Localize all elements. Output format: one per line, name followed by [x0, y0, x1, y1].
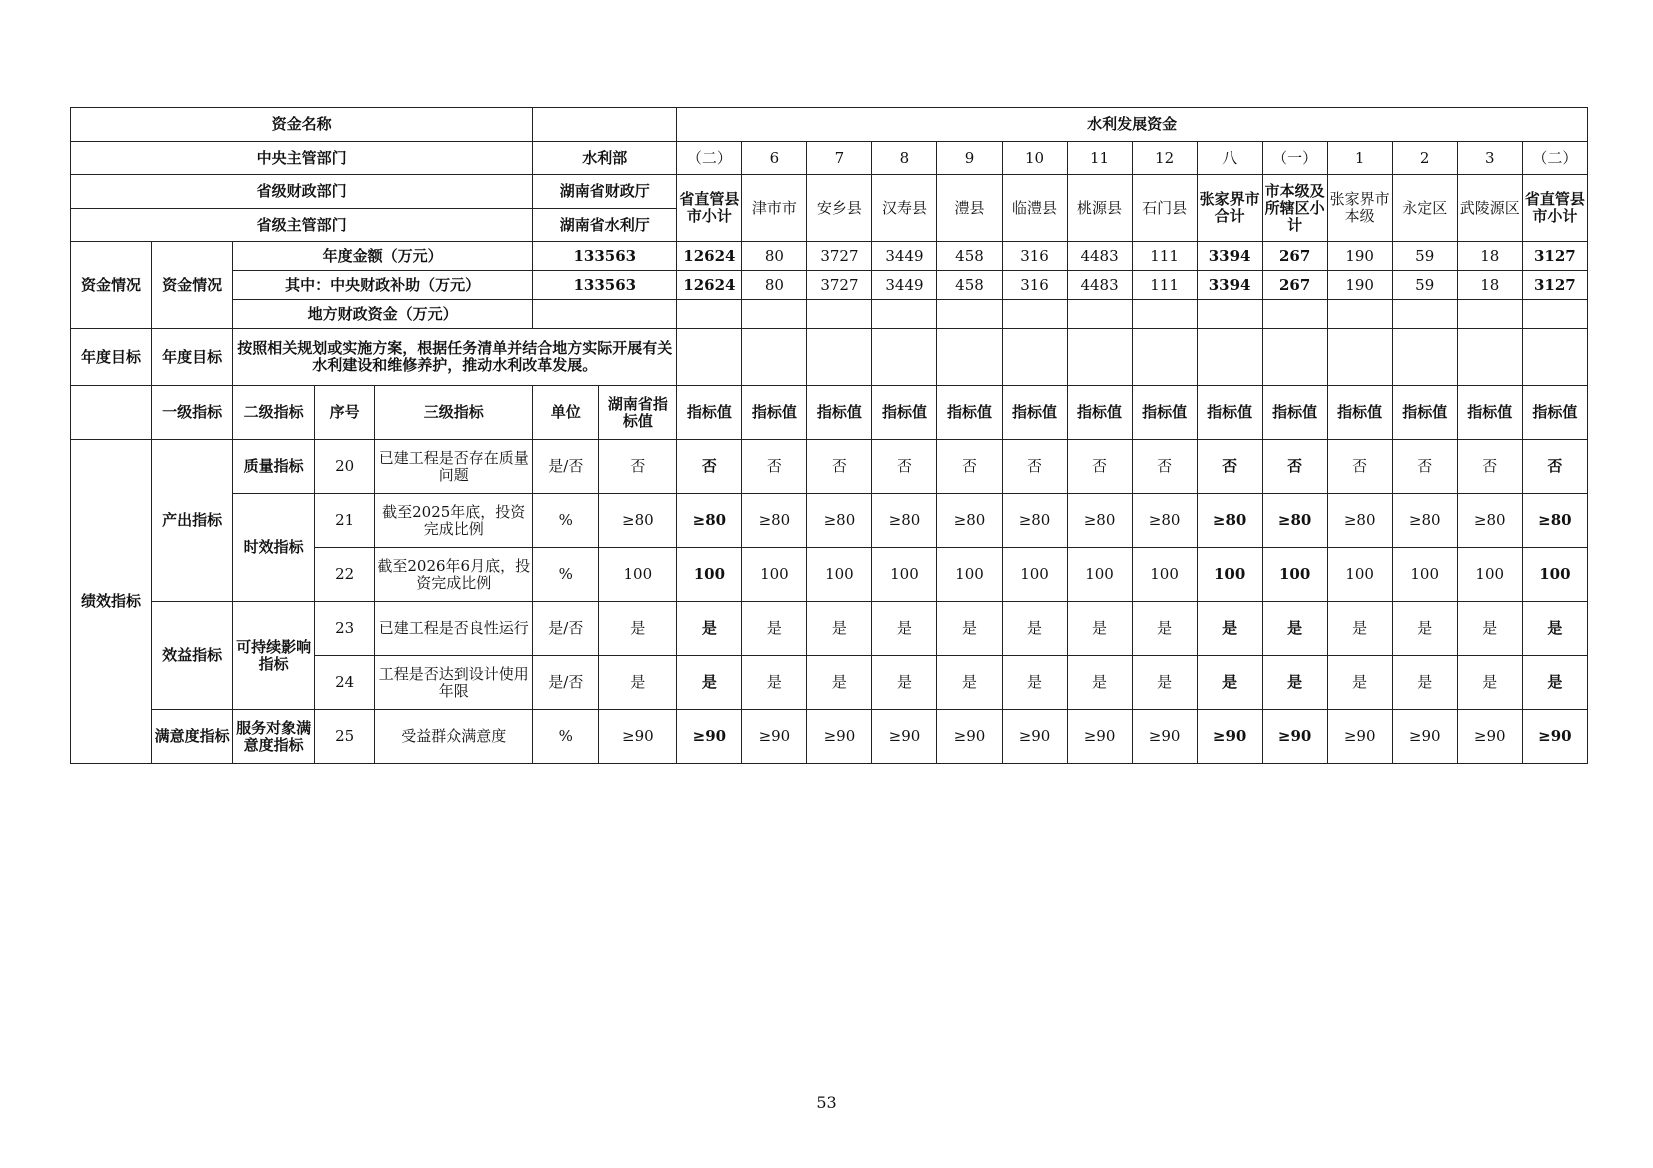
- indicator-value-cell: ≥90: [937, 710, 1002, 764]
- indicator-value-cell: 否: [807, 440, 872, 494]
- indicator-name: 已建工程是否良性运行: [375, 602, 533, 656]
- indicator-value-cell: 100: [1392, 548, 1457, 602]
- indicator-value-cell: 100: [1067, 548, 1132, 602]
- hunan-value-cell: 100: [599, 548, 677, 602]
- goal-empty-cell: [1522, 329, 1587, 386]
- goal-empty-cell: [1327, 329, 1392, 386]
- annual-amount-cell: 18: [1457, 242, 1522, 271]
- goal-text: 按照相关规划或实施方案，根据任务清单并结合地方实际开展有关水利建设和维修养护，推动水利改革发展。: [233, 329, 677, 386]
- column-number: （一）: [1262, 142, 1327, 175]
- column-number: （二）: [677, 142, 742, 175]
- central-subsidy-cell: 4483: [1067, 271, 1132, 300]
- page-number: 53: [816, 1093, 837, 1112]
- indicator-value-cell: 是: [742, 602, 807, 656]
- goal-empty-cell: [1067, 329, 1132, 386]
- column-number: 1: [1327, 142, 1392, 175]
- indicator-value-cell: 否: [677, 440, 742, 494]
- indicator-value-cell: 是: [677, 602, 742, 656]
- central-subsidy-cell: 111: [1132, 271, 1197, 300]
- indicator-value-cell: 否: [1262, 440, 1327, 494]
- column-region-name: 张家界市合计: [1197, 175, 1262, 242]
- indicator-value-cell: ≥90: [1392, 710, 1457, 764]
- indicator-value-cell: ≥80: [1522, 494, 1587, 548]
- central-subsidy-cell: 3449: [872, 271, 937, 300]
- local-funds-row: [71, 300, 1588, 329]
- prov-finance-label: 省级财政部门: [71, 175, 533, 209]
- indicator-value-cell: 100: [1197, 548, 1262, 602]
- indicator-value-cell: ≥90: [807, 710, 872, 764]
- value-header: 指标值: [677, 386, 742, 440]
- indicator-value-cell: 否: [937, 440, 1002, 494]
- indicator-value-cell: ≥80: [1132, 494, 1197, 548]
- indicator-value-cell: 100: [807, 548, 872, 602]
- benefit-indicator-label: 效益指标: [152, 602, 233, 710]
- indicator-value-cell: 是: [1002, 602, 1067, 656]
- quality-indicator-label: 质量指标: [233, 440, 315, 494]
- column-number: 7: [807, 142, 872, 175]
- value-header: 指标值: [937, 386, 1002, 440]
- indicator-row: [71, 710, 1588, 764]
- local-funds-cell: [937, 300, 1002, 329]
- column-region-name: 汉寿县: [872, 175, 937, 242]
- goal-empty-cell: [742, 329, 807, 386]
- output-indicator-label: 产出指标: [152, 440, 233, 602]
- indicator-value-cell: 否: [1327, 440, 1392, 494]
- indicator-value-cell: ≥80: [1262, 494, 1327, 548]
- prov-dept-label: 省级主管部门: [71, 209, 533, 242]
- funds-category: 资金情况: [71, 242, 152, 329]
- performance-category: 绩效指标: [71, 440, 152, 764]
- indicator-value-cell: ≥80: [1067, 494, 1132, 548]
- column-number: 12: [1132, 142, 1197, 175]
- annual-amount-row: [71, 242, 1588, 271]
- indicator-value-cell: 是: [807, 656, 872, 710]
- local-funds-cell: [807, 300, 872, 329]
- value-header: 指标值: [1197, 386, 1262, 440]
- local-funds-cell: [742, 300, 807, 329]
- level3-header: 三级指标: [375, 386, 533, 440]
- hunan-value-cell: 否: [599, 440, 677, 494]
- column-number: 8: [872, 142, 937, 175]
- indicator-value-cell: 是: [937, 656, 1002, 710]
- value-header: 指标值: [872, 386, 937, 440]
- value-header: 指标值: [1522, 386, 1587, 440]
- local-funds-cell: [1002, 300, 1067, 329]
- central-subsidy-total: 133563: [533, 271, 677, 300]
- column-region-name: 张家界市本级: [1327, 175, 1392, 242]
- seq-cell: 20: [315, 440, 375, 494]
- annual-amount-cell: 316: [1002, 242, 1067, 271]
- performance-target-table: [70, 107, 1588, 764]
- value-header: 指标值: [1392, 386, 1457, 440]
- indicator-value-cell: ≥90: [1002, 710, 1067, 764]
- annual-amount-cell: 458: [937, 242, 1002, 271]
- service-satisfaction-label: 服务对象满意度指标: [233, 710, 315, 764]
- seq-cell: 21: [315, 494, 375, 548]
- indicator-value-cell: ≥80: [937, 494, 1002, 548]
- value-header: 指标值: [1262, 386, 1327, 440]
- value-header: 指标值: [1067, 386, 1132, 440]
- column-region-name: 市本级及所辖区小计: [1262, 175, 1327, 242]
- indicator-value-cell: ≥80: [807, 494, 872, 548]
- indicator-value-cell: ≥90: [1522, 710, 1587, 764]
- hunan-value-header: 湖南省指标值: [599, 386, 677, 440]
- seq-cell: 25: [315, 710, 375, 764]
- indicator-value-cell: 否: [1002, 440, 1067, 494]
- annual-amount-cell: 3727: [807, 242, 872, 271]
- indicator-value-cell: 100: [1457, 548, 1522, 602]
- satisfaction-indicator-label: 满意度指标: [152, 710, 233, 764]
- fund-name-empty: [533, 108, 677, 142]
- annual-amount-cell: 4483: [1067, 242, 1132, 271]
- column-number: 10: [1002, 142, 1067, 175]
- annual-amount-cell: 12624: [677, 242, 742, 271]
- indicator-value-cell: ≥90: [1132, 710, 1197, 764]
- central-subsidy-cell: 3727: [807, 271, 872, 300]
- annual-amount-label: 年度金额（万元）: [233, 242, 533, 271]
- indicator-value-cell: 否: [1457, 440, 1522, 494]
- prov-finance-row: [71, 175, 1588, 209]
- indicator-value-cell: 是: [1262, 656, 1327, 710]
- central-subsidy-cell: 190: [1327, 271, 1392, 300]
- goal-empty-cell: [937, 329, 1002, 386]
- annual-amount-cell: 80: [742, 242, 807, 271]
- value-header: 指标值: [1002, 386, 1067, 440]
- indicator-row: [71, 440, 1588, 494]
- indicator-value-cell: 100: [1262, 548, 1327, 602]
- indicator-value-cell: ≥80: [1457, 494, 1522, 548]
- indicator-value-cell: ≥80: [1197, 494, 1262, 548]
- local-funds-label: 地方财政资金（万元）: [233, 300, 533, 329]
- indicator-value-cell: 是: [1067, 602, 1132, 656]
- annual-goal-row: [71, 329, 1588, 386]
- indicator-value-cell: ≥80: [1327, 494, 1392, 548]
- indicator-value-cell: 100: [677, 548, 742, 602]
- indicator-value-cell: 是: [1457, 602, 1522, 656]
- goal-empty-cell: [1457, 329, 1522, 386]
- column-region-name: 安乡县: [807, 175, 872, 242]
- indicator-value-cell: 是: [1392, 602, 1457, 656]
- indicator-value-cell: 100: [742, 548, 807, 602]
- indicator-value-cell: 是: [807, 602, 872, 656]
- central-dept-row: [71, 142, 1588, 175]
- column-region-name: 永定区: [1392, 175, 1457, 242]
- local-funds-cell: [1327, 300, 1392, 329]
- timeliness-indicator-label: 时效指标: [233, 494, 315, 602]
- indicator-value-cell: 是: [1132, 602, 1197, 656]
- annual-amount-cell: 3449: [872, 242, 937, 271]
- indicator-value-cell: 是: [872, 602, 937, 656]
- indicator-value-cell: 100: [1327, 548, 1392, 602]
- indicator-value-cell: ≥80: [742, 494, 807, 548]
- hunan-value-cell: 是: [599, 602, 677, 656]
- unit-cell: 是/否: [533, 656, 599, 710]
- indicator-value-cell: 是: [1262, 602, 1327, 656]
- indicator-value-cell: 是: [742, 656, 807, 710]
- column-region-name: 省直管县市小计: [1522, 175, 1587, 242]
- indicator-value-cell: ≥90: [1457, 710, 1522, 764]
- unit-cell: 是/否: [533, 602, 599, 656]
- indicator-value-cell: 否: [1522, 440, 1587, 494]
- indicator-value-cell: ≥80: [1392, 494, 1457, 548]
- indicator-value-cell: 100: [1132, 548, 1197, 602]
- indicator-value-cell: 否: [872, 440, 937, 494]
- column-region-name: 武陵源区: [1457, 175, 1522, 242]
- column-number: 6: [742, 142, 807, 175]
- level1-header: 一级指标: [152, 386, 233, 440]
- sustain-indicator-label: 可持续影响指标: [233, 602, 315, 710]
- unit-cell: 是/否: [533, 440, 599, 494]
- central-subsidy-cell: 3394: [1197, 271, 1262, 300]
- central-subsidy-label: 其中：中央财政补助（万元）: [233, 271, 533, 300]
- indicator-value-cell: 是: [937, 602, 1002, 656]
- central-subsidy-cell: 59: [1392, 271, 1457, 300]
- indicator-value-cell: 是: [1327, 602, 1392, 656]
- annual-amount-cell: 59: [1392, 242, 1457, 271]
- annual-amount-cell: 3394: [1197, 242, 1262, 271]
- indicator-value-cell: 否: [1132, 440, 1197, 494]
- indicator-value-cell: ≥80: [677, 494, 742, 548]
- column-region-name: 澧县: [937, 175, 1002, 242]
- central-subsidy-cell: 316: [1002, 271, 1067, 300]
- header-empty: [71, 386, 152, 440]
- indicator-name: 受益群众满意度: [375, 710, 533, 764]
- goal-subcategory: 年度目标: [152, 329, 233, 386]
- indicator-value-cell: 是: [872, 656, 937, 710]
- goal-category: 年度目标: [71, 329, 152, 386]
- indicator-value-cell: 是: [1197, 656, 1262, 710]
- indicator-value-cell: 是: [1522, 656, 1587, 710]
- indicator-value-cell: 100: [872, 548, 937, 602]
- central-subsidy-cell: 267: [1262, 271, 1327, 300]
- column-number: 11: [1067, 142, 1132, 175]
- unit-cell: %: [533, 548, 599, 602]
- seq-header: 序号: [315, 386, 375, 440]
- goal-empty-cell: [872, 329, 937, 386]
- indicator-value-cell: ≥90: [1197, 710, 1262, 764]
- goal-empty-cell: [1392, 329, 1457, 386]
- central-subsidy-cell: 12624: [677, 271, 742, 300]
- hunan-value-cell: 是: [599, 656, 677, 710]
- indicator-value-cell: 100: [1522, 548, 1587, 602]
- indicator-value-cell: 是: [677, 656, 742, 710]
- value-header: 指标值: [807, 386, 872, 440]
- unit-cell: %: [533, 494, 599, 548]
- annual-amount-cell: 111: [1132, 242, 1197, 271]
- hunan-value-cell: ≥90: [599, 710, 677, 764]
- indicator-value-cell: 100: [1002, 548, 1067, 602]
- local-funds-cell: [1197, 300, 1262, 329]
- central-dept-label: 中央主管部门: [71, 142, 533, 175]
- indicator-name: 工程是否达到设计使用年限: [375, 656, 533, 710]
- annual-amount-cell: 267: [1262, 242, 1327, 271]
- central-subsidy-cell: 3127: [1522, 271, 1587, 300]
- prov-finance-value: 湖南省财政厅: [533, 175, 677, 209]
- fund-name-value: 水利发展资金: [677, 108, 1588, 142]
- column-number: 9: [937, 142, 1002, 175]
- indicator-name: 截至2026年6月底，投资完成比例: [375, 548, 533, 602]
- column-region-name: 桃源县: [1067, 175, 1132, 242]
- prov-dept-value: 湖南省水利厅: [533, 209, 677, 242]
- annual-total: 133563: [533, 242, 677, 271]
- indicator-name: 截至2025年底，投资完成比例: [375, 494, 533, 548]
- indicator-name: 已建工程是否存在质量问题: [375, 440, 533, 494]
- local-funds-cell: [872, 300, 937, 329]
- central-subsidy-cell: 18: [1457, 271, 1522, 300]
- level2-header: 二级指标: [233, 386, 315, 440]
- indicator-value-cell: 是: [1327, 656, 1392, 710]
- indicator-value-cell: 否: [742, 440, 807, 494]
- column-number: 八: [1197, 142, 1262, 175]
- indicator-value-cell: 是: [1392, 656, 1457, 710]
- goal-empty-cell: [1262, 329, 1327, 386]
- seq-cell: 22: [315, 548, 375, 602]
- seq-cell: 23: [315, 602, 375, 656]
- indicator-row: [71, 602, 1588, 656]
- indicator-value-cell: 否: [1197, 440, 1262, 494]
- indicator-value-cell: 是: [1132, 656, 1197, 710]
- goal-empty-cell: [807, 329, 872, 386]
- indicator-value-cell: ≥90: [677, 710, 742, 764]
- fund-name-label: 资金名称: [71, 108, 533, 142]
- column-region-name: 石门县: [1132, 175, 1197, 242]
- indicator-value-cell: 否: [1067, 440, 1132, 494]
- goal-empty-cell: [1132, 329, 1197, 386]
- funds-subcategory: 资金情况: [152, 242, 233, 329]
- central-subsidy-cell: 80: [742, 271, 807, 300]
- central-dept-value: 水利部: [533, 142, 677, 175]
- value-header: 指标值: [1327, 386, 1392, 440]
- goal-empty-cell: [1197, 329, 1262, 386]
- value-header: 指标值: [1132, 386, 1197, 440]
- indicator-value-cell: ≥90: [742, 710, 807, 764]
- unit-header: 单位: [533, 386, 599, 440]
- indicator-value-cell: ≥90: [1262, 710, 1327, 764]
- indicator-value-cell: 是: [1197, 602, 1262, 656]
- unit-cell: %: [533, 710, 599, 764]
- value-header: 指标值: [1457, 386, 1522, 440]
- indicator-value-cell: ≥90: [872, 710, 937, 764]
- local-funds-cell: [1522, 300, 1587, 329]
- indicator-value-cell: 否: [1392, 440, 1457, 494]
- column-number: 3: [1457, 142, 1522, 175]
- indicator-header-row: [71, 386, 1588, 440]
- local-funds-cell: [1392, 300, 1457, 329]
- indicator-value-cell: 是: [1067, 656, 1132, 710]
- local-funds-cell: [1262, 300, 1327, 329]
- central-subsidy-row: [71, 271, 1588, 300]
- indicator-value-cell: 是: [1522, 602, 1587, 656]
- indicator-value-cell: ≥80: [1002, 494, 1067, 548]
- indicator-value-cell: 是: [1002, 656, 1067, 710]
- goal-empty-cell: [1002, 329, 1067, 386]
- local-funds-cell: [1067, 300, 1132, 329]
- value-header: 指标值: [742, 386, 807, 440]
- goal-empty-cell: [677, 329, 742, 386]
- indicator-value-cell: 是: [1457, 656, 1522, 710]
- column-number: （二）: [1522, 142, 1587, 175]
- seq-cell: 24: [315, 656, 375, 710]
- local-funds-cell: [677, 300, 742, 329]
- indicator-value-cell: ≥80: [872, 494, 937, 548]
- annual-amount-cell: 3127: [1522, 242, 1587, 271]
- central-subsidy-cell: 458: [937, 271, 1002, 300]
- annual-amount-cell: 190: [1327, 242, 1392, 271]
- local-funds-total: [533, 300, 677, 329]
- indicator-row: [71, 494, 1588, 548]
- hunan-value-cell: ≥80: [599, 494, 677, 548]
- column-region-name: 临澧县: [1002, 175, 1067, 242]
- column-region-name: 津市市: [742, 175, 807, 242]
- fund-name-row: [71, 108, 1588, 142]
- column-region-name: 省直管县市小计: [677, 175, 742, 242]
- local-funds-cell: [1457, 300, 1522, 329]
- indicator-value-cell: ≥90: [1067, 710, 1132, 764]
- column-number: 2: [1392, 142, 1457, 175]
- indicator-value-cell: 100: [937, 548, 1002, 602]
- local-funds-cell: [1132, 300, 1197, 329]
- indicator-value-cell: ≥90: [1327, 710, 1392, 764]
